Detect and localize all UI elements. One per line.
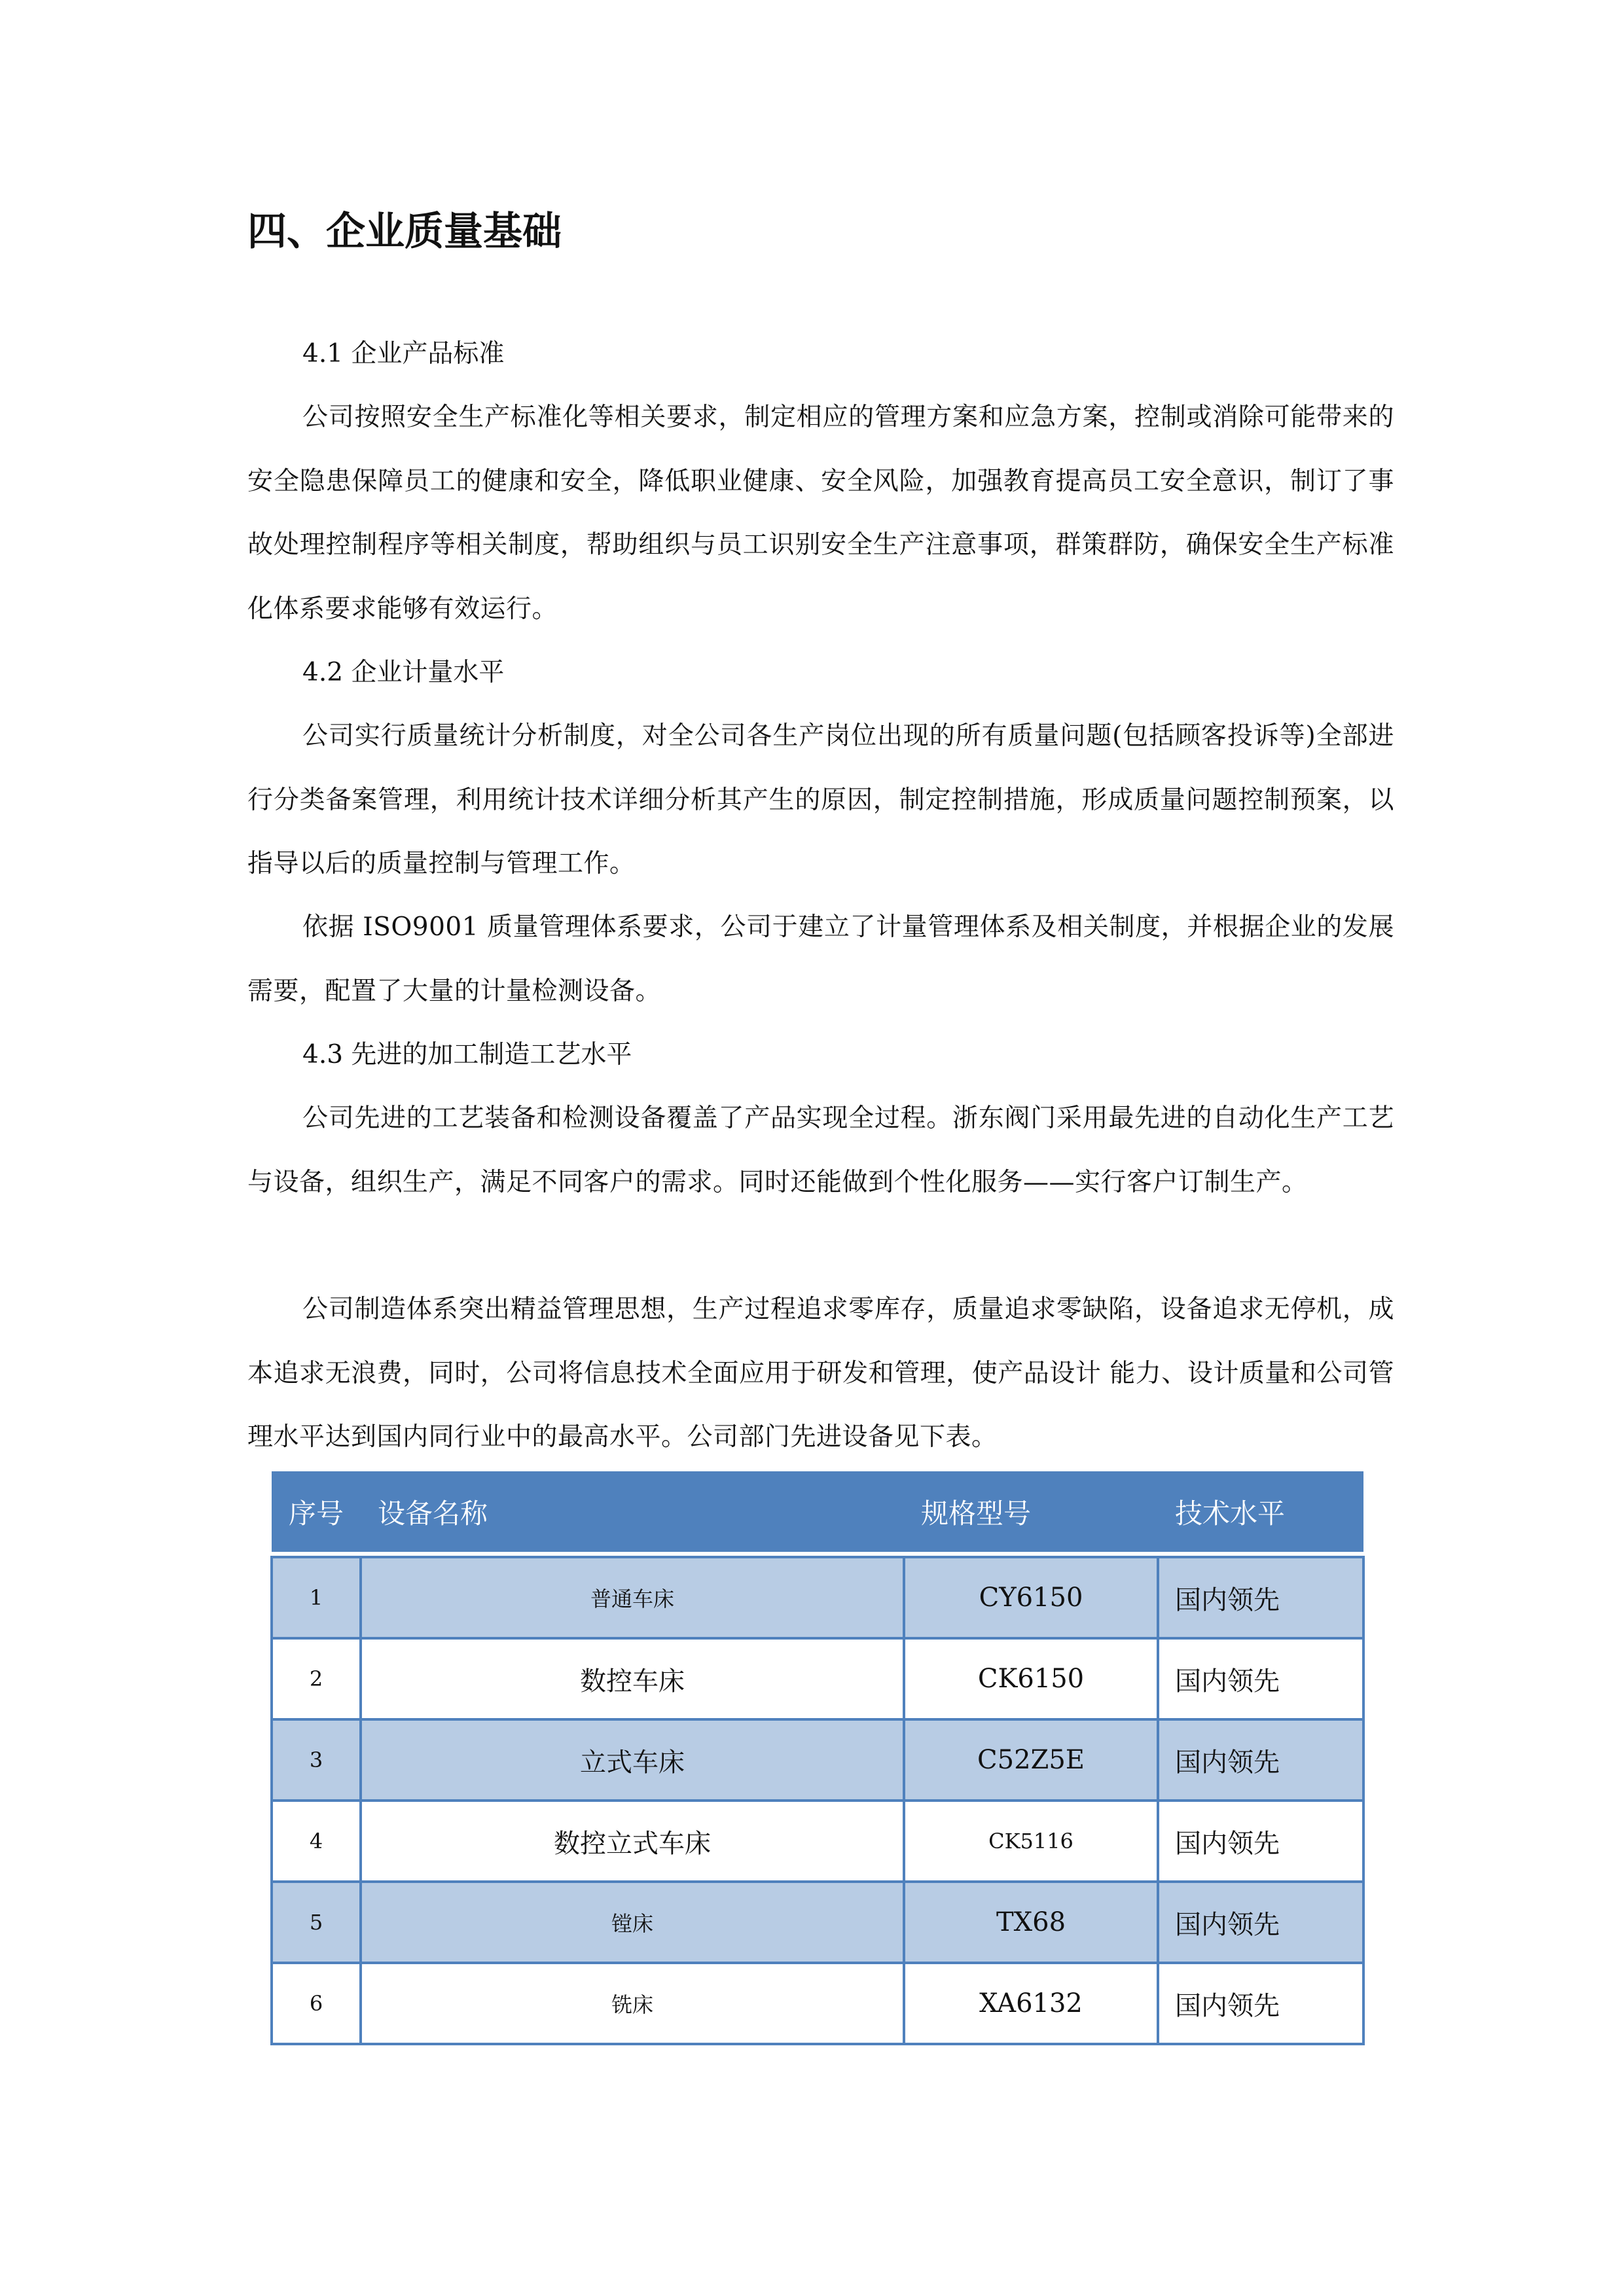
table-row [272, 1882, 1363, 1963]
table-row [272, 1638, 1363, 1719]
header-level: 技术水平 [1158, 1471, 1363, 1552]
table-row [272, 1801, 1363, 1882]
table-row [272, 1557, 1363, 1638]
cell-level: 国内领先 [1158, 1882, 1363, 1963]
header-name: 设备名称 [361, 1471, 904, 1552]
cell-no: 4 [272, 1801, 361, 1882]
cell-level: 国内领先 [1158, 1638, 1363, 1719]
section-title-4-2: 4.2 企业计量水平 [302, 658, 505, 687]
section-title-4-1: 4.1 企业产品标准 [302, 339, 505, 368]
header-spacer [272, 1552, 1363, 1557]
equipment-table [270, 1471, 1365, 2045]
cell-no: 5 [272, 1882, 361, 1963]
cell-name: 普通车床 [361, 1557, 904, 1638]
header-no: 序号 [272, 1471, 361, 1552]
page-heading: 四、企业质量基础 [247, 209, 562, 255]
cell-name: 镗床 [361, 1882, 904, 1963]
cell-model: CK5116 [904, 1801, 1158, 1882]
paragraph: 依据 ISO9001 质量管理体系要求，公司于建立了计量管理体系及相关制度，并根据企业的发展需要，配置了大量的计量检测设备。 [247, 912, 1394, 1006]
cell-name: 数控车床 [361, 1638, 904, 1719]
cell-model: XA6132 [904, 1963, 1158, 2044]
cell-no: 6 [272, 1963, 361, 2044]
paragraph: 公司制造体系突出精益管理思想，生产过程追求零库存，质量追求零缺陷，设备追求无停机，成本追求无浪费，同时，公司将信息技术全面应用于研发和管理，使产品设计 能力、设计质量和公司管理水平达到国内同行业中的最高水平。公司部门先进设备见下表。 [247, 1295, 1394, 1452]
paragraph: 公司按照安全生产标准化等相关要求，制定相应的管理方案和应急方案，控制或消除可能带来的安全隐患保障员工的健康和安全，降低职业健康、安全风险，加强教育提高员工安全意识，制订了事故处理控制程序等相关制度，帮助组织与员工识别安全生产注意事项，群策群防，确保安全生产标准化体系要求能够有效运行。 [247, 403, 1394, 624]
cell-level: 国内领先 [1158, 1719, 1363, 1801]
cell-model: CK6150 [904, 1638, 1158, 1719]
cell-level: 国内领先 [1158, 1963, 1363, 2044]
cell-model: C52Z5E [904, 1719, 1158, 1801]
cell-no: 2 [272, 1638, 361, 1719]
cell-level: 国内领先 [1158, 1557, 1363, 1638]
cell-model: TX68 [904, 1882, 1158, 1963]
cell-no: 1 [272, 1557, 361, 1638]
cell-model: CY6150 [904, 1557, 1158, 1638]
cell-name: 铣床 [361, 1963, 904, 2044]
cell-name: 数控立式车床 [361, 1801, 904, 1882]
table-row [272, 1719, 1363, 1801]
table-row [272, 1963, 1363, 2044]
paragraph: 公司先进的工艺装备和检测设备覆盖了产品实现全过程。浙东阀门采用最先进的自动化生产工艺与设备，组织生产，满足不同客户的需求。同时还能做到个性化服务——实行客户订制生产。 [247, 1103, 1394, 1197]
section-title-4-3: 4.3 先进的加工制造工艺水平 [302, 1040, 632, 1069]
table-header-row [272, 1471, 1363, 1552]
cell-name: 立式车床 [361, 1719, 904, 1801]
header-model: 规格型号 [904, 1471, 1158, 1552]
paragraph: 公司实行质量统计分析制度，对全公司各生产岗位出现的所有质量问题(包括顾客投诉等)全部进行分类备案管理，利用统计技术详细分析其产生的原因，制定控制措施，形成质量问题控制预案，以指导以后的质量控制与管理工作。 [247, 721, 1394, 878]
cell-level: 国内领先 [1158, 1801, 1363, 1882]
cell-no: 3 [272, 1719, 361, 1801]
